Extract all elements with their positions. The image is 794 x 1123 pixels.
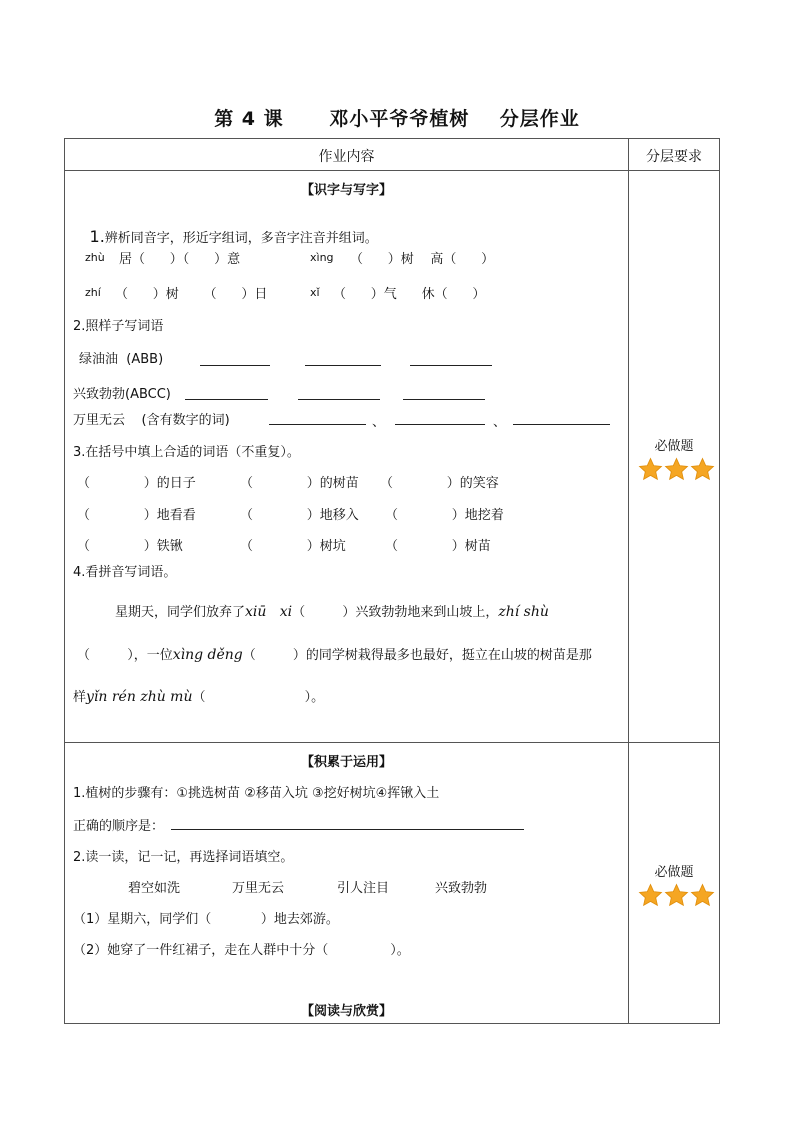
section-heading-reading: 【阅读与欣赏】 (300, 1004, 392, 1019)
q3-cell: （ ）地看看 (77, 508, 196, 523)
answer-blank[interactable] (410, 365, 492, 366)
word-choice: 碧空如洗 (128, 881, 181, 896)
pinyin-prompt: zhí shù (498, 604, 549, 620)
q3-cell: （ ）地移入 (240, 508, 359, 523)
column-divider (628, 139, 629, 1023)
q1-row1-a: 居（ ）（ ）意 (119, 252, 241, 267)
star-icon (664, 457, 689, 482)
answer-blank[interactable] (395, 424, 485, 425)
q2-row2-label: 兴致勃勃(ABCC) (73, 387, 171, 402)
page-title: 第 4 课 邓小平爷爷植树 分层作业 (214, 108, 580, 130)
separator: 、 (372, 415, 386, 430)
q2-row1-label: 绿油油 (ABB) (79, 352, 164, 367)
q3-cell: （ ）树坑 (240, 539, 346, 554)
q3-cell: （ ）的日子 (77, 476, 196, 491)
requirement-label: 必做题 (654, 439, 694, 454)
section-divider (65, 742, 719, 743)
header-content: 作业内容 (318, 149, 375, 165)
q1-number: 1. (89, 227, 105, 246)
q1-row2-b: （ ）气 休（ ） (333, 287, 486, 302)
s2-q2-sentence2: （2）她穿了一件红裙子，走在人群中十分（ ）。 (73, 943, 410, 958)
q4-line2 (77, 644, 592, 663)
answer-blank[interactable] (298, 399, 380, 400)
answer-blank[interactable] (269, 424, 366, 425)
answer-blank[interactable] (185, 399, 268, 400)
q3-cell: （ ）地挖着 (385, 508, 504, 523)
q3-cell: （ ）铁锹 (77, 539, 183, 554)
s2-q2-text: 2.读一读，记一记，再选择词语填空。 (73, 850, 294, 865)
star-rating (636, 457, 716, 482)
answer-blank[interactable] (171, 829, 524, 830)
header-divider (65, 170, 719, 171)
star-rating (636, 883, 716, 908)
star-icon (638, 457, 663, 482)
pinyin-xing: xìng (310, 251, 334, 264)
q3-text: 3.在括号中填上合适的词语（不重复）。 (73, 445, 300, 460)
answer-blank[interactable] (403, 399, 485, 400)
s2-q2-sentence1: （1）星期六，同学们（ ）地去郊游。 (73, 912, 339, 927)
header-requirement: 分层要求 (646, 149, 702, 165)
q4-text-part: （ ）的同学树栽得最多也最好，挺立在山坡的树苗是那 (242, 648, 592, 663)
q4-text-part: （ ）兴致勃勃地来到山坡上， (292, 605, 499, 620)
q3-cell: （ ）树苗 (385, 539, 491, 554)
answer-blank[interactable] (200, 365, 270, 366)
star-icon (690, 883, 715, 908)
q3-cell: （ ）的笑容 (380, 476, 499, 491)
star-icon (690, 457, 715, 482)
q4-line1 (115, 601, 549, 620)
q4-text-part: （ ），一位 (77, 648, 173, 663)
pinyin-xi: xǐ (310, 286, 320, 299)
q1-row2-a: （ ）树 （ ）日 (115, 287, 268, 302)
pinyin-prompt: xiū xi (245, 604, 293, 620)
word-choice: 万里无云 (232, 881, 285, 896)
q1-text: 辨析同音字，形近字组词，多音字注音并组词。 (104, 231, 378, 246)
star-icon (638, 883, 663, 908)
separator: 、 (493, 415, 507, 430)
pinyin-zhu: zhù (85, 251, 105, 264)
s2-q1-text: 1.植树的步骤有：①挑选树苗 ②移苗入坑 ③挖好树坑④挥锹入土 (73, 786, 440, 801)
word-choice: 引人注目 (337, 881, 390, 896)
s2-q1-answer-label: 正确的顺序是： (73, 819, 165, 834)
q2-text: 2.照样子写词语 (73, 319, 164, 334)
requirement-label: 必做题 (654, 865, 694, 880)
star-icon (664, 883, 689, 908)
word-choice: 兴致勃勃 (435, 881, 488, 896)
q1-row1-b: （ ）树 高（ ） (350, 252, 495, 267)
section-heading-literacy: 【识字与写字】 (300, 183, 392, 198)
pinyin-prompt: xìng děng (172, 647, 243, 663)
q4-text: 4.看拼音写词语。 (73, 565, 177, 580)
q2-row3-label: 万里无云 (含有数字的词) (73, 413, 230, 428)
section-heading-accumulation: 【积累于运用】 (300, 755, 392, 770)
q3-cell: （ ）的树苗 (240, 476, 359, 491)
homework-table (64, 138, 720, 1024)
pinyin-zhi: zhí (85, 286, 101, 299)
q4-text-part: （ ）。 (192, 690, 325, 705)
answer-blank[interactable] (513, 424, 610, 425)
pinyin-prompt: yǐn rén zhù mù (86, 689, 193, 705)
answer-blank[interactable] (305, 365, 381, 366)
q4-text-part: 星期天，同学们放弃了 (115, 605, 246, 620)
q4-text-part: 样 (73, 690, 87, 705)
q4-line3 (73, 686, 324, 705)
